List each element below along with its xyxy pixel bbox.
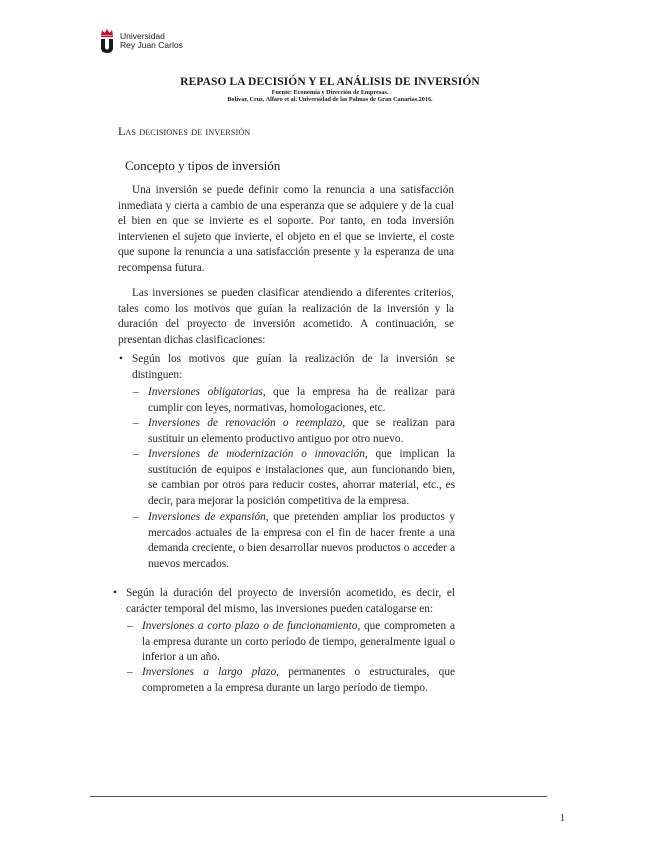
dash-mark: – [133,448,139,460]
dash-mark: – [133,417,139,429]
paragraph-definition: Una inversión se puede definir como la renuncia a una satisfacción inmediata y cierta a cambio de una esperanza que se adquiere y de la cual el bien en que se invierte es el soporte. Por tanto, en toda inversión intervienen el sujeto que invierte, el objeto en el que se invierte, el coste que supone la renuncia a una satisfacción presente y la esperanza de una recompensa futura. [118,184,454,274]
page-number: 1 [560,813,565,824]
list-item [133,385,455,416]
university-name-line2: Rey Juan Carlos [120,40,183,50]
list-item-text: que comprometen a la empresa durante un corto período de tiempo, generalmente igual o inferior a un año. [142,620,455,664]
dash-mark: – [127,620,133,632]
bullet-text: Según los motivos que guían la realización de la inversión se distinguen: [132,353,455,381]
bullet-duration [113,586,455,617]
list-item-term: Inversiones de modernización o innovación, [148,448,368,460]
list-item [133,416,455,447]
dash-mark: – [133,386,139,398]
dash-mark: – [127,666,133,678]
dash-mark: – [133,511,139,523]
document-source: Fuente: Economía y Dirección de Empresas. [271,89,389,96]
list-item [133,510,455,572]
bullet-mark: • [119,353,123,365]
document-title: REPASO LA DECISIÓN Y EL ANÁLISIS DE INVERSIÓN [180,76,480,88]
list-item-term: Inversiones de renovación o reemplazo, [148,417,346,429]
list-item [127,619,455,666]
section-title: Las decisiones de inversión [118,124,251,138]
bullet-motives [119,352,455,383]
list-item-text: que la empresa ha de realizar para cumplir con leyes, normativas, homologaciones, etc. [148,386,455,414]
footer-divider [90,796,547,797]
list-item [133,447,455,509]
bullet-text: Según la duración del proyecto de inversión acometido, es decir, el carácter temporal del mismo, las inversiones pueden catalogarse en: [126,587,455,615]
list-item-text: que pretenden ampliar los productos y mercados actuales de la empresa con el fin de hacer frente a una demanda creciente, o bien desarrollar nuevos productos o acceder a nuevos mercados. [148,511,455,570]
list-item-text: que implican la sustitución de equipos e instalaciones que, aun funcionando bien, se cambian por otros para reducir costes, ahorrar material, etc., es decir, para mejorar la posición competitiva de la empresa. [148,448,455,507]
list-item-term: Inversiones a corto plazo o de funcionamiento, [142,620,361,632]
list-item-term: Inversiones obligatorias, [148,386,266,398]
document-authors: Bolívar, Cruz, Alfaro et al. Universidad de las Palmas de Gran Canarias.2016. [227,96,433,103]
bullet-mark: • [113,587,117,599]
subsection-title: Concepto y tipos de inversión [125,158,281,173]
list-item-text: permanentes o estructurales, que comprometen a la empresa durante un largo período de tiempo. [142,666,455,694]
list-item-text: que se realizan para sustituir un elemento productivo antiguo por otro nuevo. [148,417,455,445]
crown-u-icon [98,28,116,54]
paragraph-classification: Las inversiones se pueden clasificar atendiendo a diferentes criterios, tales como los motivos que guían la realización de la inversión y la duración del proyecto de inversión acometido. A continuación, se presentan dichas clasificaciones: [118,287,454,346]
university-logo [98,28,183,54]
university-name-line1: Universidad [120,30,165,41]
list-item [127,665,455,696]
list-item-term: Inversiones a largo plazo, [142,666,279,678]
list-item-term: Inversiones de expansión, [148,511,269,523]
